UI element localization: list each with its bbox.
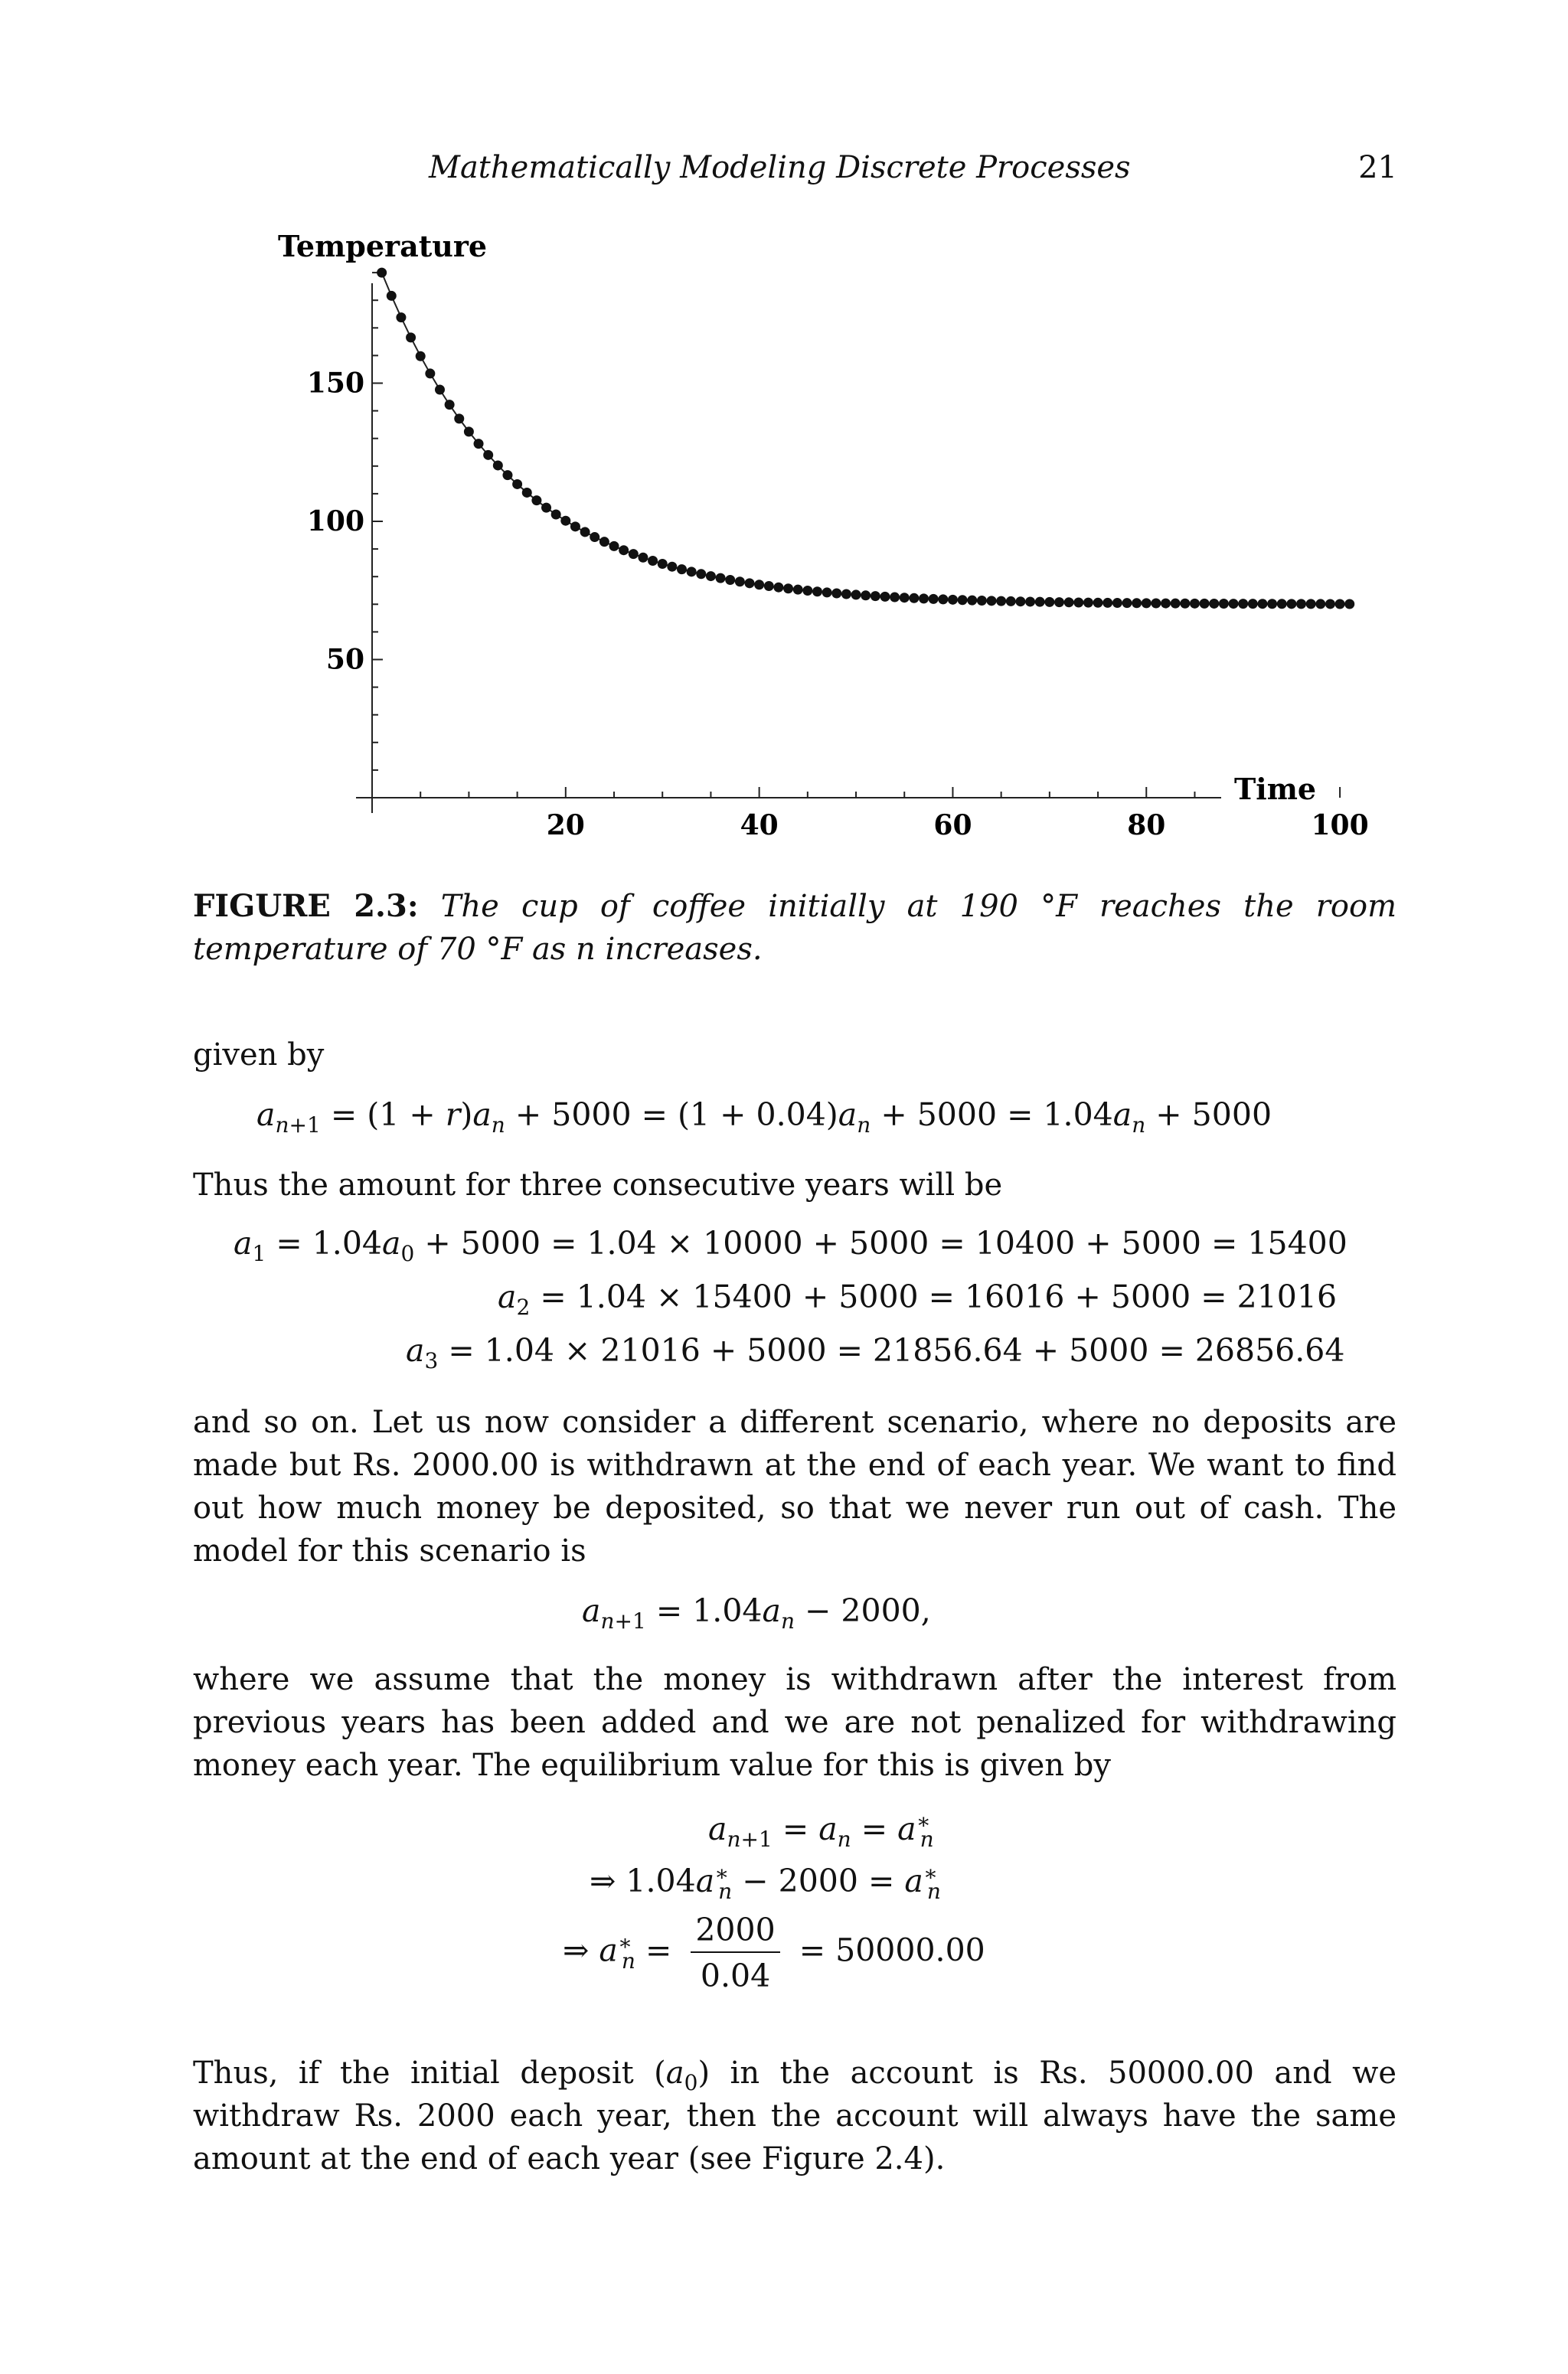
y-tick-label: 100 (306, 505, 364, 537)
caption-text: The cup of coffee initially at 190 °F reaches the room temperature of 70 °F as n increases. (193, 889, 1396, 967)
data-point (1296, 599, 1306, 609)
data-point (1238, 599, 1248, 609)
data-point (841, 589, 851, 599)
data-point (1277, 599, 1287, 609)
data-point (880, 592, 890, 602)
data-point (706, 571, 716, 581)
x-tick-label: 60 (933, 809, 972, 841)
data-point (744, 578, 754, 588)
fraction (691, 1912, 779, 1994)
page-number: 21 (1358, 150, 1397, 185)
paragraph-given-by: given by (193, 1037, 325, 1073)
data-point (851, 589, 861, 599)
data-point (1200, 599, 1210, 609)
y-axis-label: Temperature (278, 229, 488, 263)
y-tick-label: 150 (306, 367, 364, 400)
data-point (1006, 596, 1016, 606)
data-point (909, 593, 919, 603)
data-point (948, 595, 958, 605)
data-point (1257, 599, 1267, 609)
chart-axes (356, 283, 1221, 813)
data-point (725, 575, 735, 585)
data-point (735, 576, 745, 586)
data-point (1248, 599, 1258, 609)
data-point (416, 351, 426, 361)
eq-a1-rest: + 5000 = 1.04 × 10000 + 5000 = 10400 + 5000 = 15400 (424, 1225, 1348, 1262)
data-point (812, 586, 822, 596)
chart-series (377, 268, 1354, 609)
data-point (1064, 597, 1074, 607)
data-point (861, 590, 871, 600)
data-point (493, 460, 503, 470)
data-point (1102, 598, 1112, 608)
data-point (696, 569, 706, 579)
data-point (802, 586, 812, 596)
data-point (938, 594, 948, 604)
data-point (609, 541, 619, 551)
data-point (967, 596, 977, 606)
data-point (560, 516, 570, 526)
data-point (929, 594, 939, 604)
x-tick-label: 100 (1311, 809, 1369, 841)
data-point (1054, 597, 1064, 607)
equation-equilibrium-3: ⇒ $a^∗_n$ = $\frac{2000}{0.04}$ = 50000.00 (563, 1912, 985, 1994)
data-point (619, 545, 629, 555)
data-point (977, 596, 987, 606)
data-point (667, 562, 677, 572)
data-point (464, 426, 474, 436)
y-tick-label: 50 (325, 643, 364, 676)
data-point (648, 556, 658, 566)
data-point (1035, 597, 1045, 607)
data-point (522, 488, 532, 498)
data-point (531, 495, 541, 505)
data-point (1025, 596, 1035, 606)
data-point (764, 581, 774, 591)
paragraph-assume: where we assume that the money is withdrawn after the interest from previous years has been added and we are not penalized for withdrawing money each year. The equilibrium value for this is given by (193, 1662, 1396, 1783)
equation-equilibrium-1: $a_{n+1} = a_n = a^∗_n$ (708, 1808, 934, 1853)
data-point (1209, 599, 1219, 609)
data-point (1229, 599, 1239, 609)
running-header (191, 150, 1397, 196)
data-point (580, 527, 590, 537)
data-point (996, 596, 1006, 606)
data-point (1267, 599, 1277, 609)
data-point (1161, 599, 1171, 609)
data-point (629, 549, 639, 559)
data-point (1044, 597, 1054, 607)
series-line (382, 273, 1350, 604)
data-point (425, 368, 435, 378)
data-point (377, 268, 387, 278)
data-point (1015, 596, 1025, 606)
data-point (773, 583, 783, 593)
data-point (1093, 598, 1103, 608)
data-point (1132, 598, 1142, 608)
data-point (1190, 599, 1200, 609)
data-point (454, 413, 464, 423)
caption-sep: : (407, 888, 419, 924)
data-point (474, 439, 484, 449)
data-point (687, 567, 697, 576)
data-point (1122, 598, 1132, 608)
data-point (677, 564, 687, 574)
data-point (987, 596, 997, 606)
paragraph-three-years: Thus the amount for three consecutive years will be (193, 1167, 1003, 1203)
data-point (831, 588, 841, 598)
data-point (483, 450, 493, 460)
data-point (590, 532, 599, 542)
fraction-denominator: 0.04 (700, 1958, 771, 1994)
data-point (1306, 599, 1316, 609)
data-point (958, 595, 968, 605)
data-point (502, 470, 512, 480)
equation-a2: $a_2 = 1.04 \times 15400 + 5000 = 16016 + 5000 = 21016$ (498, 1278, 1338, 1321)
data-point (658, 559, 668, 569)
data-point (1083, 598, 1093, 608)
data-point (783, 583, 793, 593)
chart-ticks (307, 273, 1369, 841)
caption-label: FIGURE 2.3 (193, 888, 407, 924)
temperature-chart (268, 222, 1369, 850)
equation-model: $a_{n+1} = 1.04a_n - 2000$, (582, 1592, 931, 1634)
data-point (1344, 599, 1354, 609)
eq-a2-rest: = 1.04 × 15400 + 5000 = 16016 + 5000 = 21016 (540, 1278, 1338, 1315)
eq-a3-rest: = 1.04 × 21016 + 5000 = 21856.64 + 5000 = 26856.64 (448, 1332, 1345, 1369)
data-point (1142, 598, 1152, 608)
data-point (1286, 599, 1296, 609)
data-point (1325, 599, 1335, 609)
paragraph-final: Thus, if the initial deposit $(a_0)$ in the account is Rs. 50000.00 and we withdraw Rs. 2000 each year, then the account will always have the same amount at the end of each year (see Figure 2.4). (193, 2056, 1396, 2176)
data-point (551, 509, 561, 519)
data-point (1112, 598, 1122, 608)
data-point (638, 553, 648, 563)
data-point (396, 312, 406, 322)
eq1-part: = $(1 + r)a_n + 5000 = (1 + 0.04)a_n + 5000 = 1.04a_n + 5000$ (330, 1096, 1272, 1138)
data-point (890, 593, 900, 602)
data-point (822, 587, 832, 597)
data-point (406, 332, 416, 342)
data-point (1171, 599, 1181, 609)
figure-caption (193, 885, 1396, 971)
data-point (716, 573, 726, 583)
data-point (445, 400, 455, 410)
data-point (871, 591, 880, 601)
fraction-numerator: 2000 (691, 1912, 779, 1953)
x-tick-label: 20 (546, 809, 585, 841)
data-point (793, 585, 803, 595)
data-point (1151, 598, 1161, 608)
x-tick-label: 80 (1127, 809, 1166, 841)
data-point (1335, 599, 1345, 609)
data-point (1073, 597, 1083, 607)
data-point (754, 580, 764, 589)
data-point (387, 291, 397, 301)
data-point (1315, 599, 1325, 609)
data-point (919, 593, 929, 603)
equation-recurrence: $a_{n+1} = (1 + r)a_n + 5000 = (1 + 0.04)a_n + 5000 = 1.04a_n + 5000$ (256, 1096, 1272, 1138)
x-axis-label: Time (1234, 772, 1317, 806)
data-point (900, 593, 910, 602)
eq-result: = 50000.00 (799, 1932, 985, 1969)
data-point (1180, 599, 1190, 609)
data-point (512, 479, 522, 489)
equation-equilibrium-2: ⇒ $1.04a^∗_n - 2000 = a^∗_n$ (590, 1860, 941, 1905)
paragraph-scenario: and so on. Let us now consider a different scenario, where no deposits are made but Rs. 2000.00 is withdrawn at the end of each year. We want to find out how much money be deposited, so that we never run out of cash. The model for this scenario is (193, 1405, 1396, 1569)
equation-a3: $a_3 = 1.04 \times 21016 + 5000 = 21856.64 + 5000 = 26856.64$ (406, 1332, 1345, 1374)
data-point (541, 503, 551, 513)
data-point (599, 537, 609, 547)
data-point (570, 521, 580, 531)
data-point (1219, 599, 1229, 609)
equation-a1: $a_1 = 1.04a_0 + 5000 = 1.04 \times 10000 + 5000 = 10400 + 5000 = 15400$ (234, 1225, 1348, 1267)
running-title: Mathematically Modeling Discrete Processes (429, 150, 1131, 185)
x-tick-label: 40 (740, 809, 779, 841)
data-point (435, 385, 445, 395)
